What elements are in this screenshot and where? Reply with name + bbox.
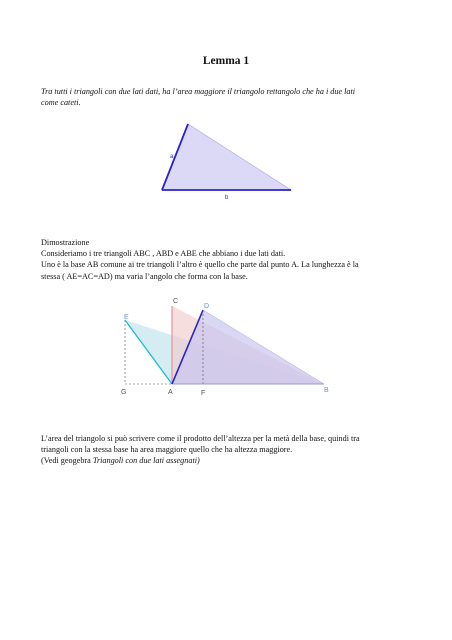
reference-line xyxy=(41,455,441,466)
label-F: F xyxy=(201,390,206,397)
statement-line: come cateti. xyxy=(41,98,81,108)
conclusion-line: triangoli con la stessa base ha area maggiore quello che ha altezza maggiore. xyxy=(41,445,293,455)
triangle-fill xyxy=(162,124,291,190)
figure-1-triangle xyxy=(150,115,310,205)
label-B: B xyxy=(324,387,329,394)
page-title: Lemma 1 xyxy=(202,55,250,67)
statement-line: Tra tutti i triangoli con due lati dati, ha l’area maggiore il triangolo rettangolo che ha i due lati xyxy=(41,87,356,96)
label-C: C xyxy=(173,298,179,305)
proof-line: Consideriamo i tre triangoli ABC , ABD e ABE che abbiano i due lati dati. xyxy=(41,249,286,259)
label-A: A xyxy=(168,389,173,396)
proof-heading: Dimostrazione xyxy=(41,238,90,247)
lemma-statement xyxy=(41,86,431,108)
conclusion-paragraph xyxy=(41,433,441,467)
label-E: E xyxy=(124,314,129,321)
label-D: D xyxy=(204,303,210,310)
geogebra-reference-link[interactable]: Triangoli con due lati assegnati) xyxy=(92,456,200,466)
proof-line: Uno è la base AB comune ai tre triangoli l’altro è quello che parte dal punto A. La lunghezza è la xyxy=(41,260,359,270)
label-G: G xyxy=(121,389,127,396)
figure-2-triangles xyxy=(110,290,340,405)
conclusion-line: L’area del triangolo si può scrivere come il prodotto dell’altezza per la metà della base, quindi tra xyxy=(41,434,360,443)
label-a: a xyxy=(170,154,174,160)
proof-line: stessa ( AE=AC=AD) ma varia l’angolo che forma con la base. xyxy=(41,271,248,281)
label-b: b xyxy=(225,195,229,201)
proof-paragraph xyxy=(41,237,441,282)
reference-prefix: (Vedi geogebra xyxy=(41,456,93,466)
